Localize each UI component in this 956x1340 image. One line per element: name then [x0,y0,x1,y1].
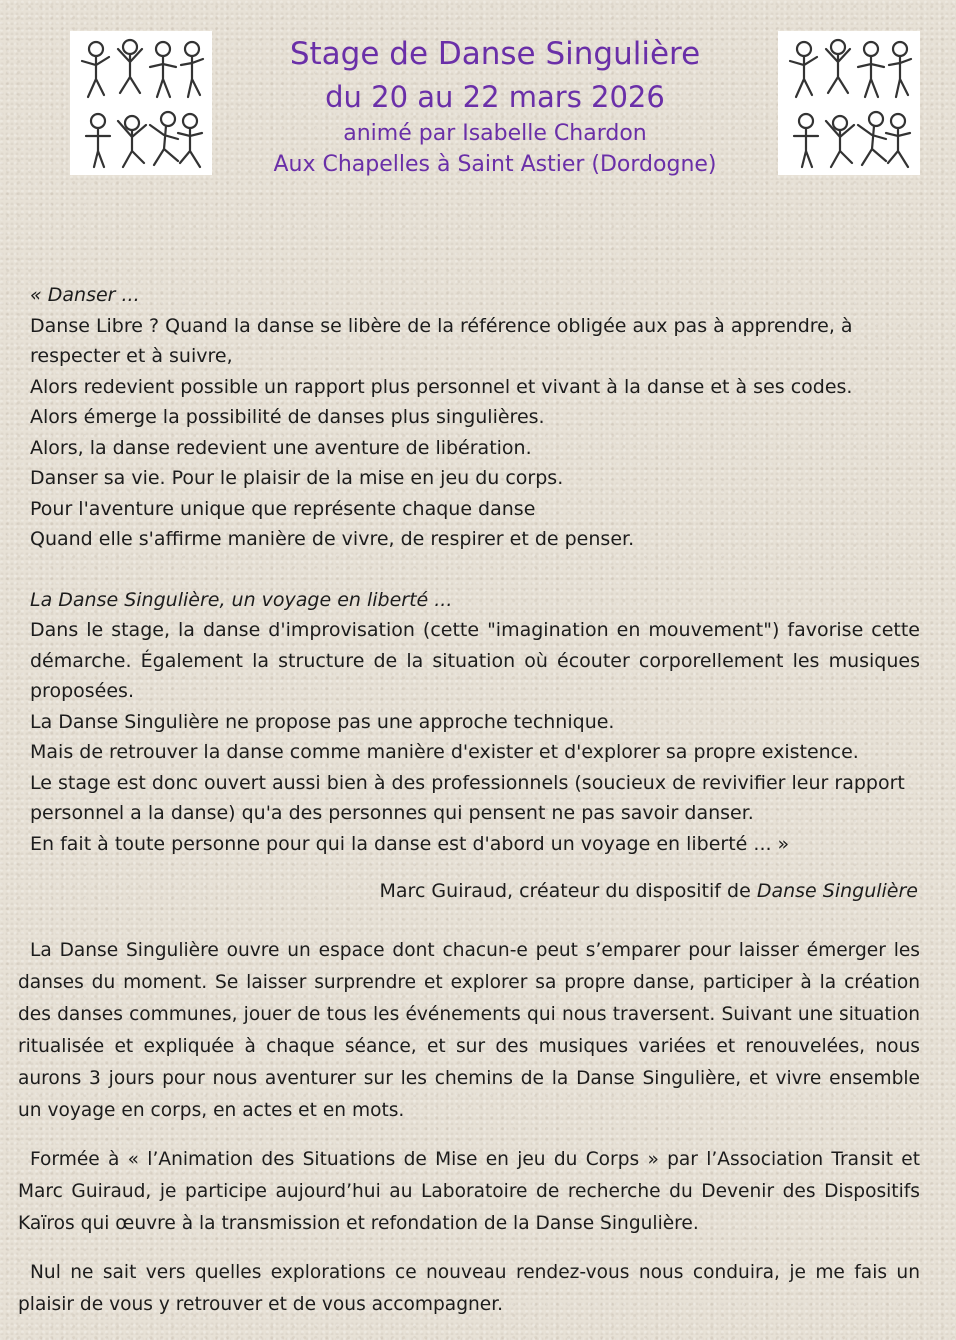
event-host: animé par Isabelle Chardon [343,121,647,146]
paragraph: Nul ne sait vers quelles explorations ce nouveau rendez-vous nous conduira, je me fais un plaisir de vous y retrouver et de vous accompagner. [18,1262,920,1315]
quote-line: La Danse Singulière ne propose pas une approche technique. [30,710,615,733]
page-title: Stage de Danse Singulière [289,36,701,72]
event-dates: du 20 au 22 mars 2026 [325,80,665,114]
dancers-logo-right [778,31,920,175]
event-location: Aux Chapelles à Saint Astier (Dordogne) [273,152,717,177]
quote-line: Danser sa vie. Pour le plaisir de la mise en jeu du corps. [30,467,564,489]
quote-line: Danse Libre ? Quand la danse se libère de la référence obligée aux pas à apprendre, à respecter et à suivre, [30,314,853,367]
quote-line: Quand elle s'affirme manière de vivre, de respirer et de penser. [30,528,635,550]
quote-subtitle: La Danse Singulière, un voyage en liberté ... [30,588,453,611]
quote-line: Alors émerge la possibilité de danses plus singulières. [30,406,545,428]
dancing-figures-icon [778,31,920,175]
header [215,32,775,180]
quote-line: En fait à toute personne pour qui la danse est d'abord un voyage en liberté ... » [30,832,790,855]
paragraph: Formée à « l’Animation des Situations de Mise en jeu du Corps » par l’Association Transit et Marc Guiraud, je participe aujourd’hui au Laboratoire de recherche du Devenir des Dispositifs Kaïros qui œuvre à la transmission et refondation de la Danse Singulière. [18,1149,920,1234]
dancers-logo-left [70,31,212,175]
paragraph: La Danse Singulière ouvre un espace dont chacun-e peut s’emparer pour laisser émerger les danses du moment. Se laisser surprendre et explorer sa propre danse, participer à la création des danses communes, jouer de tous les événements qui nous traversent. Suivant une situation ritualisée et expliquée à chaque séance, et sur des musiques variées et renouvelées, nous aurons 3 jours pour nous aventurer sur les chemins de la Danse Singulière, et vivre ensemble un voyage en corps, en actes et en mots. [18,940,920,1121]
quote-block [30,280,920,859]
quote-line: Le stage est donc ouvert aussi bien à des professionnels (soucieux de revivifier leur rapport personnel a la danse) qu'a des personnes qui pensent ne pas savoir danser. [30,771,905,824]
quote-signature [380,880,918,902]
quote-line: Dans le stage, la danse d'improvisation (cette "imagination en mouvement") favorise cette démarche. Également la structure de la situation où écouter corporellement les musiques proposées. [30,619,920,702]
quote-opening: « Danser ... [30,284,140,306]
quote-line: Alors, la danse redevient une aventure de libération. [30,436,532,459]
quote-line: Pour l'aventure unique que représente chaque danse [30,497,536,520]
description-body [18,935,920,1338]
signature-text: Marc Guiraud, créateur du dispositif de [379,880,757,902]
dancing-figures-icon [70,31,212,175]
quote-line: Alors redevient possible un rapport plus personnel et vivant à la danse et à ses codes. [30,375,853,398]
signature-italic: Danse Singulière [756,880,918,902]
quote-line: Mais de retrouver la danse comme manière d'exister et d'explorer sa propre existence. [30,741,859,763]
